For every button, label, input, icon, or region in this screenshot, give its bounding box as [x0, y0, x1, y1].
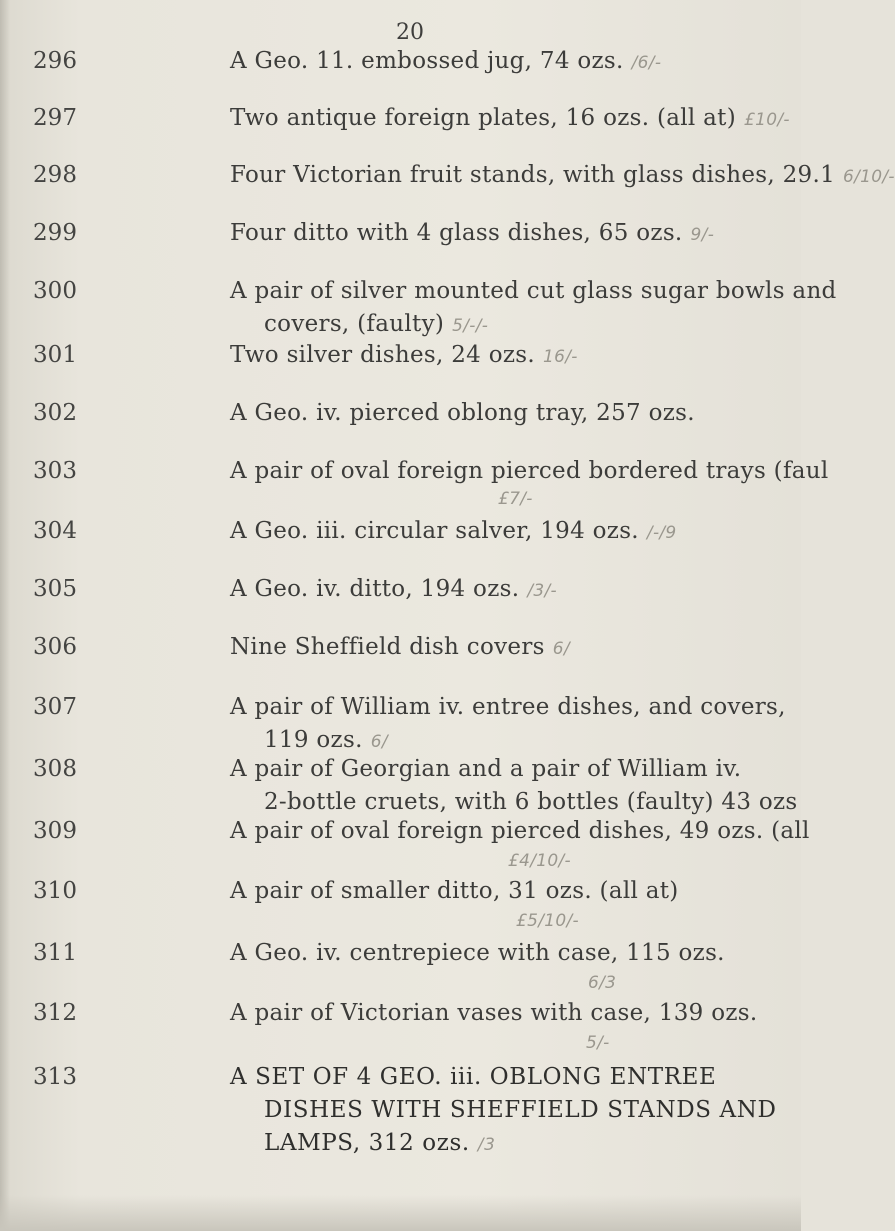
pencil-price-note: 5/-	[586, 1033, 610, 1053]
pencil-price-note: /3	[477, 1135, 496, 1155]
lot-number: 302	[33, 400, 77, 426]
pencil-price-note: /6/-	[631, 53, 662, 73]
pencil-price-note: 16/-	[542, 347, 578, 367]
lot-description-continued: DISHES WITH SHEFFIELD STANDS AND	[264, 1097, 777, 1123]
page-edge-shadow	[0, 0, 10, 1231]
pencil-price-note: £10/-	[744, 110, 790, 130]
lot-description: A pair of silver mounted cut glass sugar bowls and	[230, 278, 837, 304]
lot-description: A Geo. iv. pierced oblong tray, 257 ozs.	[230, 400, 695, 426]
lot-description-continued: 119 ozs. 6/	[264, 727, 388, 753]
lot-number: 306	[33, 634, 77, 660]
lot-number: 307	[33, 694, 77, 720]
pencil-price-note: £5/10/-	[516, 911, 579, 931]
pencil-price-note: £4/10/-	[508, 851, 571, 871]
page-bottom-shadow	[0, 1195, 801, 1231]
lot-number: 296	[33, 48, 77, 74]
lot-description-continued: LAMPS, 312 ozs. /3	[264, 1130, 496, 1156]
lot-description-continued: 2-bottle cruets, with 6 bottles (faulty) 43 ozs	[264, 789, 798, 815]
page-number: 20	[396, 20, 424, 45]
lot-number: 298	[33, 162, 77, 188]
lot-number: 310	[33, 878, 77, 904]
lot-number: 313	[33, 1064, 77, 1090]
pencil-price-note: 6/	[370, 732, 388, 752]
lot-description: Two silver dishes, 24 ozs. 16/-	[230, 342, 578, 368]
lot-number: 308	[33, 756, 77, 782]
lot-description: A pair of oval foreign pierced dishes, 49 ozs. (all	[230, 818, 810, 844]
lot-description: A pair of Victorian vases with case, 139 ozs.	[230, 1000, 758, 1026]
lot-number: 309	[33, 818, 77, 844]
lot-number: 312	[33, 1000, 77, 1026]
lot-description: A pair of William iv. entree dishes, and covers,	[230, 694, 786, 720]
lot-description: A Geo. iv. ditto, 194 ozs. /3/-	[230, 576, 557, 602]
pencil-price-note: 9/-	[690, 225, 715, 245]
lot-description: A Geo. iii. circular salver, 194 ozs. /-/9	[230, 518, 677, 544]
pencil-price-note: 5/-/-	[452, 316, 489, 336]
lot-description: Two antique foreign plates, 16 ozs. (all at) £10/-	[230, 105, 790, 131]
lot-number: 304	[33, 518, 77, 544]
lot-description: Nine Sheffield dish covers 6/	[230, 634, 570, 660]
lot-number: 311	[33, 940, 77, 966]
lot-description: A Geo. iv. centrepiece with case, 115 ozs.	[230, 940, 725, 966]
lot-description: A pair of Georgian and a pair of William iv.	[230, 756, 742, 782]
pencil-price-note: /3/-	[527, 581, 557, 601]
lot-description: A pair of oval foreign pierced bordered trays (faul	[230, 458, 829, 484]
lot-number: 303	[33, 458, 77, 484]
lot-description-continued: covers, (faulty) 5/-/-	[264, 311, 489, 337]
lot-number: 301	[33, 342, 77, 368]
lot-description: A SET OF 4 GEO. iii. OBLONG ENTREE	[230, 1064, 717, 1090]
lot-number: 300	[33, 278, 77, 304]
lot-description: Four ditto with 4 glass dishes, 65 ozs. 9/-	[230, 220, 715, 246]
lot-description: A pair of smaller ditto, 31 ozs. (all at)	[230, 878, 679, 904]
pencil-price-note: /-/9	[646, 523, 677, 543]
pencil-price-note: 6/3	[588, 973, 617, 993]
pencil-price-note: 6/	[552, 639, 570, 659]
lot-number: 297	[33, 105, 77, 131]
lot-description: A Geo. 11. embossed jug, 74 ozs. /6/-	[230, 48, 662, 74]
pencil-price-note: £7/-	[498, 489, 533, 509]
pencil-price-note: 6/10/-	[843, 167, 895, 187]
lot-number: 299	[33, 220, 77, 246]
lot-description: Four Victorian fruit stands, with glass dishes, 29.1 6/10/-	[230, 162, 895, 188]
lot-number: 305	[33, 576, 77, 602]
